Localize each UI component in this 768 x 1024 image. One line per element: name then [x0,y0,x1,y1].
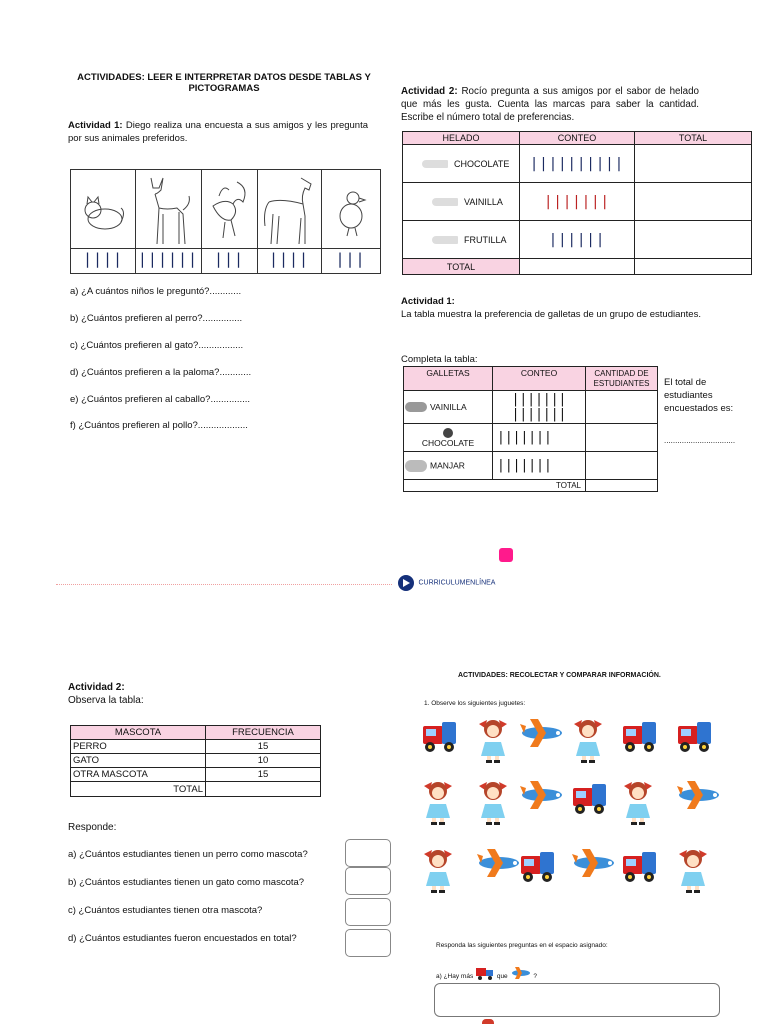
plane-icon [518,716,566,755]
truck-icon [620,716,660,761]
truck-icon [570,778,610,823]
truck-icon [620,846,660,891]
cookie-icon [405,402,427,412]
side-text: El total de estudiantes encuestados es: [664,377,734,414]
question-c: c) ¿Cuántos prefieren al gato?................. [70,340,244,351]
tally-chocolate: |||||||||| [520,145,635,183]
answer-box-toys-a[interactable] [434,983,720,1017]
grand-total-cell[interactable] [635,259,752,275]
doll-icon [620,778,656,831]
question-e: e) ¿Cuántos prefieren al caballo?............... [70,394,251,405]
plane-icon [475,846,523,885]
header-galletas: GALLETAS [404,367,493,391]
page-divider [56,584,392,585]
act2-label: Actividad 2: [401,86,458,97]
question-f: f) ¿Cuántos prefieren al pollo?................... [70,420,248,431]
cookie-vainilla: VAINILLA [430,401,467,412]
act1b-label: Actividad 1: [401,296,455,307]
pet-gato: GATO [71,754,206,768]
tally-horse: |||| [268,250,310,268]
cookie-total-label: TOTAL [404,480,586,492]
total-label: TOTAL [403,259,520,275]
question-a: a) ¿A cuántos niños le preguntó?............ [70,286,242,297]
pet-otra: OTRA MASCOTA [71,768,206,782]
logo [398,574,495,592]
horse-icon [261,174,319,246]
plane-icon [518,778,566,817]
p2-responda: Responda las siguientes preguntas en el espacio asignado: [436,942,608,949]
chick-icon [333,188,369,240]
tally-cookie-chocolate: ||||||| [493,424,586,452]
act1-paragraph [68,119,368,145]
header-total: TOTAL [635,132,752,145]
tally-cookie-vainilla: ||||||| ||||||| [493,391,586,424]
answer-box-b[interactable] [345,867,391,895]
doll-icon [570,716,606,769]
pet-total-label: TOTAL [71,782,206,797]
qa-prefix: a) ¿Hay más [436,973,474,980]
act1-label: Actividad 1: [68,120,123,131]
page1-title: ACTIVIDADES: LEER E INTERPRETAR DATOS DESDE TABLAS Y PICTOGRAMAS [77,72,371,94]
cookie-table [403,366,658,492]
question-b: b) ¿Cuántos prefieren al perro?............... [70,313,243,324]
tally-dove: ||| [213,250,245,268]
cookie-icon [405,460,427,472]
dog-icon [143,174,195,246]
p2-act2-label: Actividad 2: [68,682,125,693]
answer-box-d[interactable] [345,929,391,957]
cat-icon [81,192,127,232]
header-helado: HELADO [403,132,520,145]
cookie-icon [443,428,453,438]
total-chocolate-cell[interactable] [635,145,752,183]
truck-icon [675,716,715,761]
doll-icon [475,716,511,769]
qa-end: ? [533,973,537,980]
plane-icon [510,966,532,980]
total-vainilla-cell[interactable] [635,183,752,221]
tally-cat: |||| [82,250,124,268]
truck-icon [420,716,460,761]
p2-question-a: a) ¿Cuántos estudiantes tienen un perro como mascota? [68,849,308,860]
pet-table [70,725,321,797]
p2-observa: Observa la tabla: [68,695,144,706]
header-cantidad: CANTIDAD DE ESTUDIANTES [586,367,658,391]
tally-frutilla: |||||| [520,221,635,259]
freq-gato: 10 [206,754,321,768]
flavor-frutilla: FRUTILLA [464,234,507,245]
p2-question-b: b) ¿Cuántos estudiantes tienen un gato como mascota? [68,877,305,888]
tally-chick: ||| [335,250,366,268]
pet-perro: PERRO [71,740,206,754]
doll-icon [675,846,711,899]
act1b-text: La tabla muestra la preferencia de galletas de un grupo de estudiantes. [401,309,701,320]
doll-icon-partial [482,1019,494,1024]
truck-icon [475,966,495,980]
p2-title: ACTIVIDADES: RECOLECTAR Y COMPARAR INFORMACIÓN. [458,672,661,679]
responde-label: Responde: [68,822,117,833]
icecream-table [402,131,752,275]
qa-mid: que [496,973,508,980]
cantidad-vainilla-cell[interactable] [586,391,658,424]
answer-box-a[interactable] [345,839,391,867]
question-d: d) ¿Cuántos prefieren a la paloma?............ [70,367,252,378]
truck-icon [518,846,558,891]
animal-table [70,169,381,274]
side-dots: ................................ [664,436,736,445]
doll-icon [420,846,456,899]
p2-question-c: c) ¿Cuántos estudiantes tienen otra mascota? [68,905,263,916]
doll-icon [420,778,456,831]
tally-dog: |||||| [137,250,199,268]
completa-label: Completa la tabla: [401,354,478,365]
icecream-cone-icon [432,236,458,244]
plane-icon [675,778,723,817]
doll-icon [475,778,511,831]
icecream-cone-icon [422,160,448,168]
total-frutilla-cell[interactable] [635,221,752,259]
flavor-chocolate: CHOCOLATE [454,158,510,169]
logo-text: CURRICULUMENLÍNEA [418,579,496,587]
act1-text: Diego realiza una encuesta a sus amigos y les pregunta por sus animales preferidos. [68,120,369,144]
flavor-vainilla: VAINILLA [464,196,503,207]
p2-question-d: d) ¿Cuántos estudiantes fueron encuestados en total? [68,933,297,944]
act2-text: Rocío pregunta a sus amigos por el sabor de helado que más les gusta. Cuenta las marcas para saber la cantidad. Escribe el número total de preferencias. [401,86,699,123]
header-conteo: CONTEO [520,132,635,145]
header-frecuencia: FRECUENCIA [206,726,321,740]
logo-arrow-icon [398,575,414,591]
freq-otra: 15 [206,768,321,782]
cookie-manjar: MANJAR [430,459,465,470]
header-mascota: MASCOTA [71,726,206,740]
tally-vainilla: ||||||| [520,183,635,221]
icecream-cone-icon [432,198,458,206]
p2-instr: 1. Observe los siguientes juguetes: [424,700,526,707]
act2-paragraph [401,85,699,124]
cookie-total-cell[interactable] [586,480,658,492]
plane-icon [570,846,618,885]
pink-marker [499,548,513,562]
header-conteo-cookie: CONTEO [493,367,586,391]
cantidad-manjar-cell[interactable] [586,452,658,480]
dove-icon [209,176,253,242]
pet-total-cell[interactable] [206,782,321,797]
cookie-chocolate: CHOCOLATE [421,437,475,448]
cantidad-chocolate-cell[interactable] [586,424,658,452]
tally-cookie-manjar: ||||||| [493,452,586,480]
toy-grid [420,716,720,886]
answer-box-c[interactable] [345,898,391,926]
freq-perro: 15 [206,740,321,754]
